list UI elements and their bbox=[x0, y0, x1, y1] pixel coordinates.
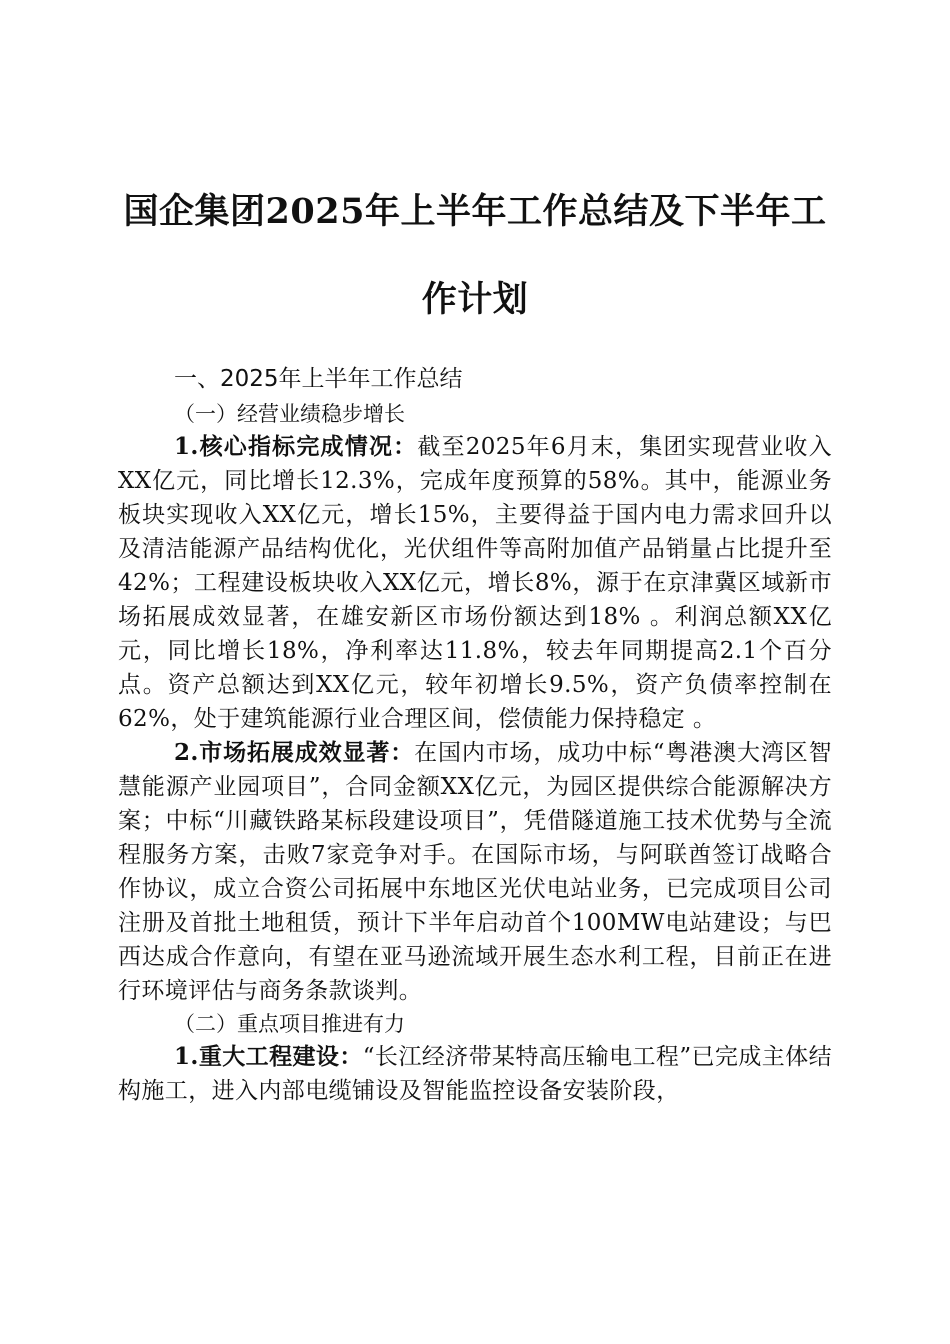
paragraph-text: 在国内市场，成功中标“粤港澳大湾区智慧能源产业园项目”，合同金额XX亿元，为园区提供综合能源解决方案；中标“川藏铁路某标段建设项目”，凭借隧道施工技术优势与全流程服务方案，击败7家竞争对手。在国际市场，与阿联酋签订战略合作协议，成立合资公司拓展中东地区光伏电站业务，已完成项目公司注册及首批土地租赁，预计下半年启动首个100MW电站建设；与巴西达成合作意向，有望在亚马逊流域开展生态水利工程，目前正在进行环境评估与商务条款谈判。 bbox=[118, 740, 832, 1004]
document-body bbox=[118, 360, 832, 1108]
paragraph-lead: 1.核心指标完成情况： bbox=[174, 433, 418, 460]
section-heading: 一、2025年上半年工作总结 bbox=[174, 366, 463, 392]
paragraph-market-expansion bbox=[118, 736, 832, 1008]
paragraph-lead: 2.市场拓展成效显著： bbox=[174, 739, 415, 766]
subsection-heading: （一）经营业绩稳步增长 bbox=[174, 402, 405, 426]
paragraph-text: 截至2025年6月末，集团实现营业收入XX亿元，同比增长12.3%，完成年度预算的58%。其中，能源业务板块实现收入XX亿元，增长15%，主要得益于国内电力需求回升以及清洁能源产品结构优化，光伏组件等高附加值产品销量占比提升至42%；工程建设板块收入XX亿元，增长8%，源于在京津冀区域新市场拓展成效显著，在雄安新区市场份额达到18% 。利润总额XX亿元，同比增长18%，净利率达11.8%，较去年同期提高2.1个百分点。资产总额达到XX亿元，较年初增长9.5%，资产负债率控制在62%，处于建筑能源行业合理区间，偿债能力保持稳定 。 bbox=[118, 434, 832, 732]
paragraph-major-projects bbox=[118, 1040, 832, 1108]
document-title: 国企集团2025年上半年工作总结及下半年工作计划 bbox=[123, 191, 827, 320]
paragraph-core-indicators bbox=[118, 430, 832, 736]
subsection-heading: （二）重点项目推进有力 bbox=[174, 1012, 405, 1036]
paragraph-lead: 1.重大工程建设： bbox=[174, 1043, 363, 1070]
paragraph-text: “长江经济带某特高压输电工程”已完成主体结构施工，进入内部电缆铺设及智能监控设备安装阶段， bbox=[118, 1044, 832, 1104]
